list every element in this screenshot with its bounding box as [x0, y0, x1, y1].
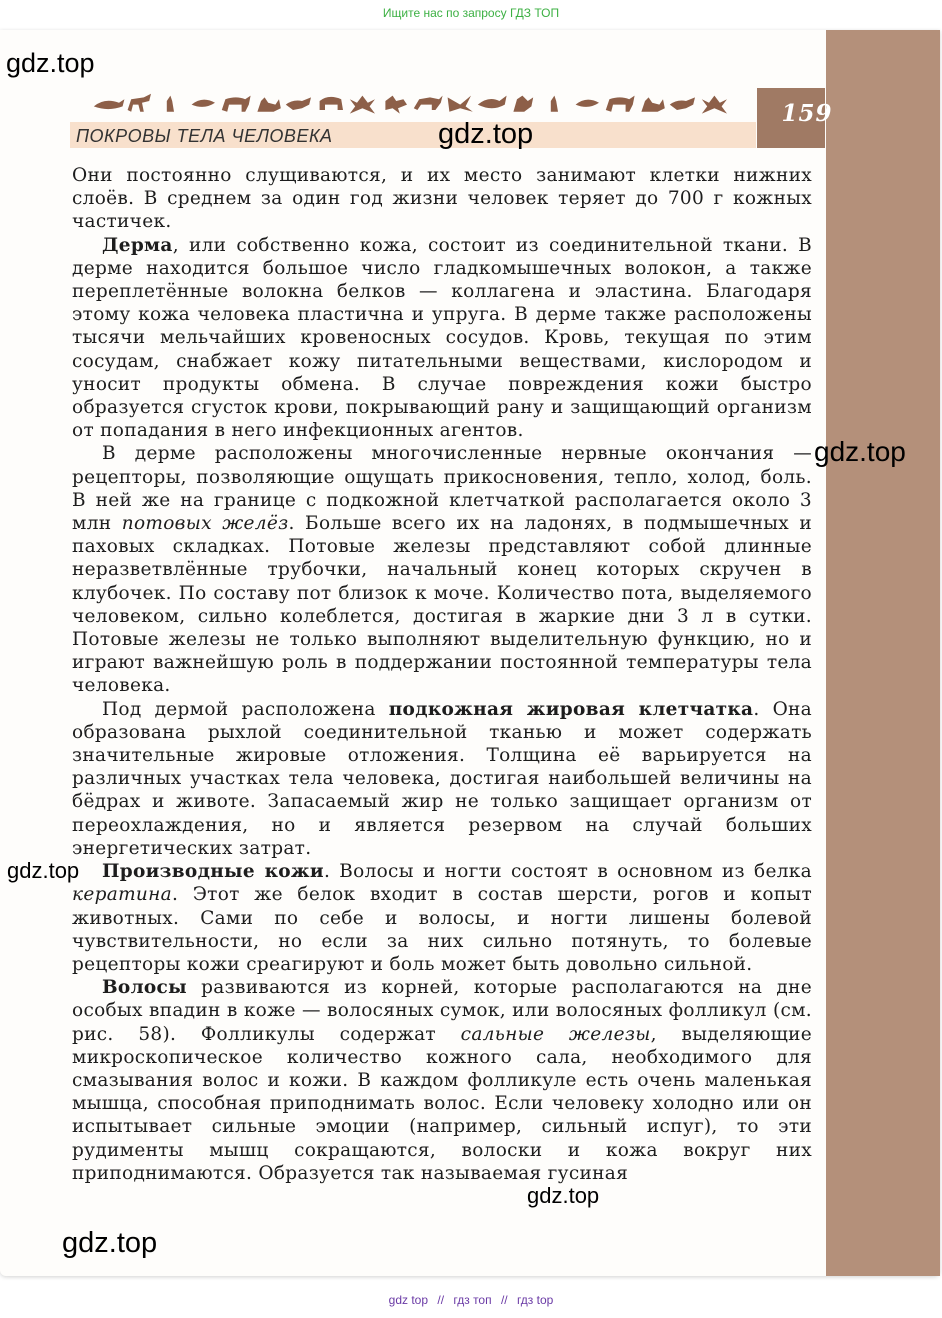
animal-silhouette-icon — [670, 97, 695, 110]
bold-term: Производные кожи — [102, 861, 324, 883]
footer-link-gdz-top[interactable]: gdz top — [388, 1293, 429, 1307]
watermark-right: gdz.top — [814, 436, 906, 467]
search-banner: Ищите нас по запросу ГДЗ ТОП — [382, 6, 560, 20]
animal-silhouette-icon — [702, 96, 727, 114]
italic-term: кератина — [72, 884, 172, 906]
animal-silhouette-icon — [257, 97, 280, 111]
text-run: Они постоянно слущиваются, и их место занимают клетки нижних слоёв. В среднем за один год жизни человек теряет до 700 г кожных частичек. — [72, 165, 812, 233]
animal-silhouette-icon — [192, 96, 215, 107]
text-run: , или собственно кожа, состоит из соединительной ткани. В дерме находится большое число гладкомышечных волокон, а также переплетённые волокна белков — коллагена и эластина. Благодаря этому кожа человека пластична и упруга. В дерме также расположены тысячи мельчайших кровеносных сосудов. Кровь, текущая по этим сосудам, снабжает кожу питательными веществами, кислородом и уносит продукты обмена. В случае повреждения кожи быстро образуется сгусток крови, покрывающий рану и защищающий организм от попадания в него инфекционных агентов. — [72, 234, 812, 442]
footer-links — [0, 1293, 942, 1307]
watermark-bottom-center: gdz.top — [527, 1183, 600, 1208]
paragraph — [72, 234, 812, 443]
paragraph — [72, 860, 812, 976]
text-run: . Волосы и ногти состоят в основном из белка — [323, 861, 812, 883]
footer-link-gdz-top-mixed[interactable]: гдз top — [516, 1293, 554, 1307]
animal-silhouette-icon — [641, 97, 664, 111]
animal-silhouette-icon — [128, 94, 151, 112]
text-run: . Больше всего их на ладонях, в подмышечных и паховых складках. Потовые железы представляют собой длинные неразветвлённые трубочки, начальный конец которых скручен в клубочек. По составу пот близок к моче. Количество пота, выделяемого человеком, сильно колеблется, достигая в жаркие дни 3 л в сутки. Потовые железы не только выполняют выделительную функцию, но и играют важнейшую роль в поддержании постоянной температуры тела человека. — [72, 513, 812, 697]
text-run: Под дермой расположена — [102, 698, 389, 720]
animal-silhouette-icon — [547, 96, 561, 112]
watermark-bottom-left: gdz.top — [62, 1227, 158, 1259]
text-run: . Она образована рыхлой соединительной тканью и может содержать значительные жировые отложения. Толщина её варьируется на различных участках тела человека, достигая наибольшей величины на бёдрах и животе. Запасаемый жир не только защищает организм от переохлаждения, но и является резервом на случай больших энергетических затрат. — [72, 698, 812, 859]
animal-silhouette-icon — [385, 96, 407, 114]
italic-term: сальные железы — [460, 1023, 651, 1045]
animal-silhouette-icon — [414, 96, 443, 110]
bold-term: подкожная жировая клетчатка — [388, 698, 754, 720]
animal-silhouettes-decoration — [92, 92, 738, 118]
page-edge-band — [826, 30, 940, 1276]
page-number: 159 — [781, 100, 833, 127]
text-run: . Этот же белок входит в состав шерсти, рогов и копыт животных. Сами по себе и волосы, и ногти лишены болевой чувствительности, но если за них сильно потянуть, то болевые рецепторы кожи среагируют и боль может быть довольно сильной. — [72, 884, 812, 975]
animal-silhouette-icon — [163, 96, 177, 112]
footer-separator: // — [437, 1293, 445, 1307]
paragraph — [72, 698, 812, 860]
watermark-left: gdz.top — [7, 858, 80, 883]
text-run: , выделяющие микроскопическое количество кожного сала, необходимого для смазывания волос и кожи. В каждом фолликуле есть очень маленькая мышца, способная приподнимать волос. Если человеку холодно или он испытывает сильные эмоции (например, сильный испуг), то эти рудименты мышц сокращаются, волоски и кожа вокруг них приподнимаются. Образуется так называемая гусиная — [72, 1023, 812, 1184]
animal-silhouette-icon — [222, 96, 251, 112]
animal-silhouette-icon — [320, 97, 343, 110]
footer-link-gdz-top-ru[interactable]: гдз топ — [453, 1293, 492, 1307]
animal-silhouette-icon — [606, 96, 635, 112]
footer-separator: // — [500, 1293, 508, 1307]
paragraph — [72, 442, 812, 697]
animal-silhouette-icon — [350, 96, 375, 114]
animal-silhouette-icon — [576, 96, 599, 107]
bold-term: Дерма — [102, 234, 173, 256]
paragraph — [72, 976, 812, 1185]
italic-term: потовых желёз — [121, 513, 289, 535]
text-run: развиваются из корней, которые располагаются на дне особых впадин в коже — волосяных сумок, или волосяных фолликул (см. рис. 58). Фолликулы содержат — [72, 977, 812, 1045]
animal-silhouette-icon — [94, 99, 125, 109]
animal-silhouette-icon — [286, 97, 311, 110]
watermark-header: gdz.top — [438, 118, 534, 150]
animal-silhouette-icon — [513, 96, 533, 112]
paragraph — [72, 164, 812, 234]
animal-silhouette-icon — [448, 96, 473, 112]
bold-term: Волосы — [102, 977, 187, 999]
watermark-top-left: gdz.top — [6, 48, 95, 78]
section-title: ПОКРОВЫ ТЕЛА ЧЕЛОВЕКА — [76, 126, 333, 146]
body-text — [72, 164, 812, 1185]
animal-silhouette-icon — [478, 96, 507, 109]
text-run: В дерме расположены многочисленные нервные окончания — рецепторы, позволяющие ощущать прикосновения, тепло, холод, боль. В ней же на границе с подкожной клетчаткой располагается около 3 млн — [72, 443, 812, 535]
